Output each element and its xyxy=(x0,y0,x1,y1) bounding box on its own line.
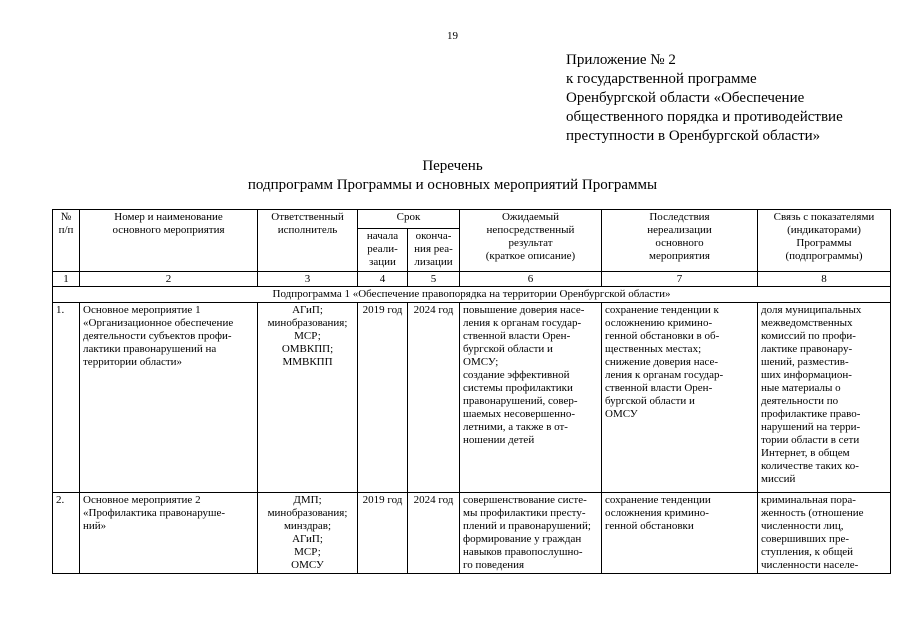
page-number: 19 xyxy=(447,30,458,42)
header-num: № п/п xyxy=(53,210,80,272)
header-consequences: Последствия нереализации основного мероприятия xyxy=(602,210,758,272)
appendix-line: преступности в Оренбургской области» xyxy=(566,128,821,144)
header-row xyxy=(53,210,891,229)
header-start: начала реали- зации xyxy=(358,229,408,272)
document-title xyxy=(0,157,905,195)
appendix-line: Оренбургской области «Обеспечение xyxy=(566,90,805,106)
row-name: Основное мероприятие 1 «Организационное обеспечение деятельности субъектов профи- лактики правонарушений на территории области» xyxy=(80,303,258,493)
column-number: 6 xyxy=(460,272,602,287)
column-number: 3 xyxy=(258,272,358,287)
row-link: криминальная пора- женность (отношение численности лиц, совершивших пре- ступления, к общей численности населе- xyxy=(758,493,891,574)
subprogram-row xyxy=(53,287,891,303)
title-line-1: Перечень xyxy=(422,158,483,174)
appendix-line: общественного порядка и противодействие xyxy=(566,109,843,125)
column-numbers-row xyxy=(53,272,891,287)
row-executor: ДМП; минобразования; минздрав; АГиП; МСР; ОМСУ xyxy=(258,493,358,574)
header-link: Связь с показателями (индикаторами) Программы (подпрограммы) xyxy=(758,210,891,272)
column-number: 7 xyxy=(602,272,758,287)
row-link: доля муниципальных межведомственных комиссий по профи- лактике правонару- шений, разместив- ших информацион- ные материалы о деятельности по профилактике право- нарушений на терри- тории области в сети Интернет, в общем количестве таких ко- миссий xyxy=(758,303,891,493)
row-num: 1. xyxy=(53,303,80,493)
measures-table xyxy=(52,209,891,574)
row-result: повышение доверия насе- ления к органам государ- ственной власти Орен- бургской области и ОМСУ; создание эффективной системы профилактики правонарушений, совер- шаемых несовершенно- летними, а также в от- ношении детей xyxy=(460,303,602,493)
column-number: 1 xyxy=(53,272,80,287)
row-consequences: сохранение тенденции осложнения кримино- генной обстановки xyxy=(602,493,758,574)
column-number: 5 xyxy=(408,272,460,287)
column-number: 8 xyxy=(758,272,891,287)
appendix-heading xyxy=(566,51,896,146)
column-number: 4 xyxy=(358,272,408,287)
row-end: 2024 год xyxy=(408,493,460,574)
appendix-line: к государственной программе xyxy=(566,71,757,87)
header-name: Номер и наименование основного мероприятия xyxy=(80,210,258,272)
row-result: совершенствование систе- мы профилактики престу- плений и правонарушений; формирование у граждан навыков правопослушно- го поведения xyxy=(460,493,602,574)
table-row xyxy=(53,303,891,493)
row-start: 2019 год xyxy=(358,303,408,493)
row-num: 2. xyxy=(53,493,80,574)
header-result: Ожидаемый непосредственный результат (краткое описание) xyxy=(460,210,602,272)
row-name: Основное мероприятие 2 «Профилактика правонаруше- ний» xyxy=(80,493,258,574)
header-executor: Ответственный исполнитель xyxy=(258,210,358,272)
header-end: оконча- ния реа- лизации xyxy=(408,229,460,272)
header-term: Срок xyxy=(358,210,460,229)
table-row xyxy=(53,493,891,574)
title-line-2: подпрограмм Программы и основных мероприятий Программы xyxy=(247,177,658,193)
row-consequences: сохранение тенденции к осложнению кримино- генной обстановки в об- щественных местах; снижение доверия насе- ления к органам государ- ственной власти Орен- бургской области и ОМСУ xyxy=(602,303,758,493)
appendix-line: Приложение № 2 xyxy=(566,52,676,68)
row-end: 2024 год xyxy=(408,303,460,493)
column-number: 2 xyxy=(80,272,258,287)
row-executor: АГиП; минобразования; МСР; ОМВКПП; ММВКПП xyxy=(258,303,358,493)
row-start: 2019 год xyxy=(358,493,408,574)
subprogram-title: Подпрограмма 1 «Обеспечение правопорядка на территории Оренбургской области» xyxy=(53,287,891,303)
